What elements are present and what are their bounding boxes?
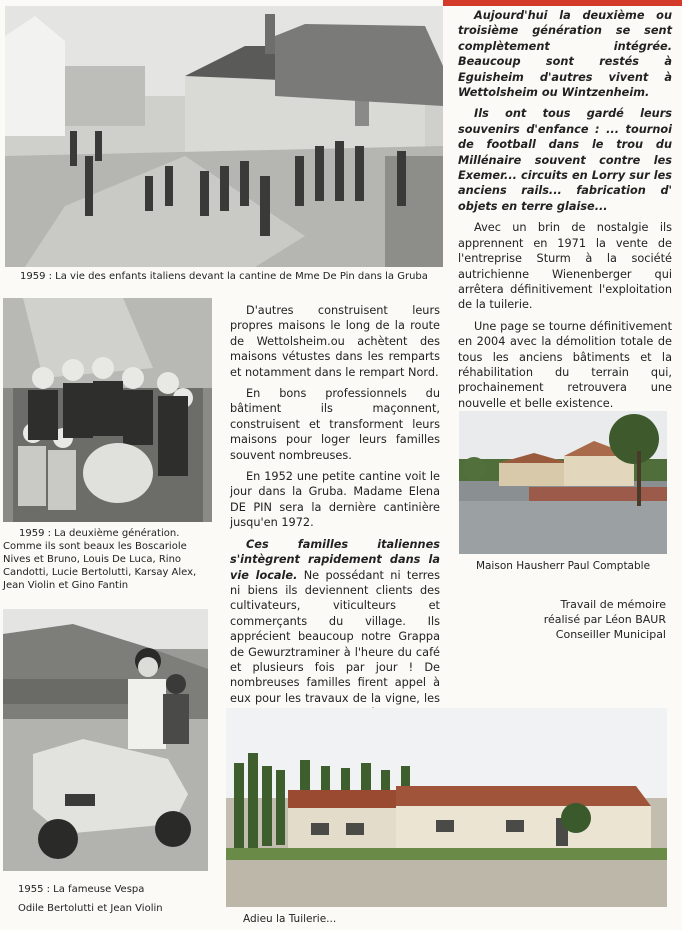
caption-tuilerie: Adieu la Tuilerie... bbox=[243, 913, 337, 925]
photo-maison-hausherr bbox=[459, 411, 667, 554]
photo-second-generation bbox=[3, 298, 212, 522]
photo-gruba-children bbox=[5, 6, 443, 267]
middle-paragraph-4-body: Ne possédant ni terres ni biens ils deviennent clients des cultivateurs, viticulteurs et commerçants du village. Ils apprécient beaucoup notre Grappa de Gewurztraminer à l'heure du café et plusieurs fois par jour ! De nombreuses familles firent appel à eux pour les travaux de la vigne, les bbox=[230, 568, 440, 705]
middle-paragraph-2: En bons professionnels du bâtiment ils maçonnent, construisent et transforment leurs maisons pour loger leurs familles souvent nombreuses. bbox=[230, 387, 440, 462]
credit-line-3: Conseiller Municipal bbox=[555, 628, 666, 641]
credit-line-2: réalisé par Léon BAUR bbox=[543, 613, 666, 626]
photo-tuilerie bbox=[226, 708, 667, 907]
middle-paragraph-3: En 1952 une petite cantine voit le jour dans la Gruba. Madame Elena DE PIN sera la dernière cantinière jusqu'en 1972. bbox=[230, 470, 440, 530]
middle-paragraph-4-emphasis: Ces familles italiennes s'intègrent rapidement dans la vie locale. bbox=[230, 537, 440, 582]
right-paragraph-4: Une page se tourne définitivement en 2004 avec la démolition totale de tous les anciens bâtiments et la réhabilitation du terrain qui, prochainement retrouvera une nouvelle et belle existence. bbox=[458, 319, 672, 410]
caption-gruba: 1959 : La vie des enfants italiens devant la cantine de Mme De Pin dans la Gruba bbox=[20, 271, 428, 282]
middle-paragraph-4 bbox=[230, 537, 440, 722]
caption-maison-hausherr: Maison Hausherr Paul Comptable bbox=[475, 560, 651, 572]
credit-line-1: Travail de mémoire bbox=[560, 598, 666, 611]
right-paragraph-3: Avec un brin de nostalgie ils apprennent en 1971 la vente de l'entreprise Sturm à la société autrichienne Wienenberger qui arrêtera définitivement l'exploitation de la tuilerie. bbox=[458, 221, 672, 312]
right-paragraph-2: Ils ont tous gardé leurs souvenirs d'enfance : ... tournoi de football dans le trou du Millénaire souvent contre les Exemer... circuits en Lorry sur les anciens rails... fabrication d' objets en terre glaise... bbox=[458, 107, 672, 213]
caption-second-generation: 1959 : La deuxième génération. Comme ils sont beaux les Boscariole Nives et Bruno, Louis De Luca, Rino Candotti, Lucie Bertolutti, Karsay Alex, Jean Violin et Gino Fantin bbox=[3, 528, 197, 591]
middle-paragraph-1: D'autres construisent leurs propres maisons le long de la route de Wettolsheim.ou achètent des maisons vétustes dans les remparts et notamment dans le rempart Nord. bbox=[230, 304, 440, 379]
right-column-text bbox=[458, 8, 672, 417]
middle-column-text bbox=[230, 303, 440, 728]
photo-vespa bbox=[3, 609, 208, 871]
caption-vespa-2: Odile Bertolutti et Jean Violin bbox=[18, 903, 163, 914]
credit-block bbox=[470, 597, 666, 642]
right-paragraph-1: Aujourd'hui la deuxième ou troisième génération se sent complètement intégrée. Beaucoup sont restés à Eguisheim d'autres vivent à Wettolsheim ou Wintzenheim. bbox=[458, 9, 672, 100]
caption-vespa-1: 1955 : La fameuse Vespa bbox=[18, 884, 145, 895]
top-accent-bar bbox=[443, 0, 682, 6]
